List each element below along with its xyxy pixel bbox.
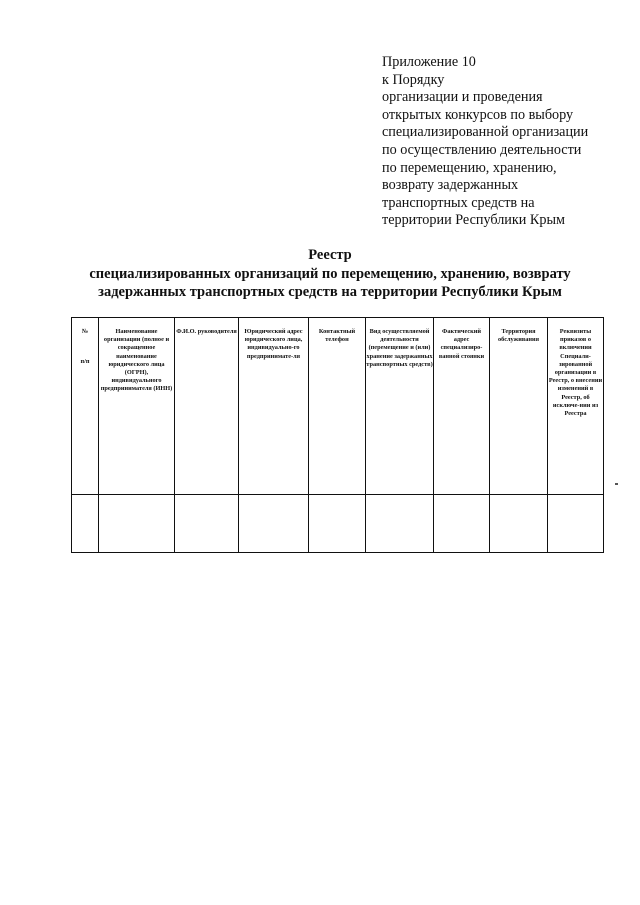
number-sub: п/п: [80, 358, 90, 366]
appendix-line: по осуществлению деятельности: [382, 141, 582, 158]
title-line: задержанных транспортных средств на территории Республики Крым: [98, 284, 562, 300]
appendix-line: возврату задержанных: [382, 177, 519, 194]
appendix-line: территории Республики Крым: [382, 212, 565, 229]
header-cell-number: [72, 318, 99, 495]
scan-speck: [615, 483, 618, 485]
header-cell-activity: Вид осуществляемой деятельности (перемещение и (или) хранение задержанных транспортных средств): [366, 318, 434, 495]
table-header-row: [72, 318, 604, 495]
table-cell: [99, 495, 175, 553]
table-cell: [309, 495, 366, 553]
table-row: [72, 495, 604, 553]
registry-table: [71, 317, 604, 553]
header-cell-phone: Контактный телефон: [309, 318, 366, 495]
title-line: Реестр: [308, 247, 352, 263]
appendix-line: к Порядку: [382, 71, 445, 88]
header-cell-territory: Территория обслуживания: [490, 318, 548, 495]
appendix-line: транспортных средств на: [382, 194, 535, 211]
table-cell: [366, 495, 434, 553]
number-sign: №: [81, 328, 89, 335]
appendix-line: по перемещению, хранению,: [382, 159, 557, 176]
appendix-line: открытых конкурсов по выбору: [382, 106, 574, 123]
table-cell: [490, 495, 548, 553]
header-cell-organization: Наименование организации (полное и сокращенное наименование юридического лица (ОГРН), индивидуального предпринимателя (ИНН): [99, 318, 175, 495]
header-cell-director: Ф.И.О. руководителя: [175, 318, 239, 495]
header-cell-orders: Реквизиты приказов о включении Специали-зированной организации в Реестр, о внесении изменений в Реестр, об исключе-нии из Реестра: [548, 318, 604, 495]
appendix-line: специализированной организации: [382, 124, 589, 141]
table-cell: [239, 495, 309, 553]
title-line: специализированных организаций по перемещению, хранению, возврату: [89, 265, 571, 282]
header-cell-parking-address: Фактический адрес специализиро-ванной стоянки: [434, 318, 490, 495]
table-cell: [72, 495, 99, 553]
appendix-line: Приложение 10: [382, 54, 476, 70]
table-cell: [434, 495, 490, 553]
appendix-line: организации и проведения: [382, 89, 543, 106]
table-cell: [548, 495, 604, 553]
document-title: [60, 246, 600, 302]
header-cell-legal-address: Юридический адрес юридического лица, индивидуально-го предпринимате-ля: [239, 318, 309, 495]
appendix-reference: [382, 54, 622, 230]
table-cell: [175, 495, 239, 553]
